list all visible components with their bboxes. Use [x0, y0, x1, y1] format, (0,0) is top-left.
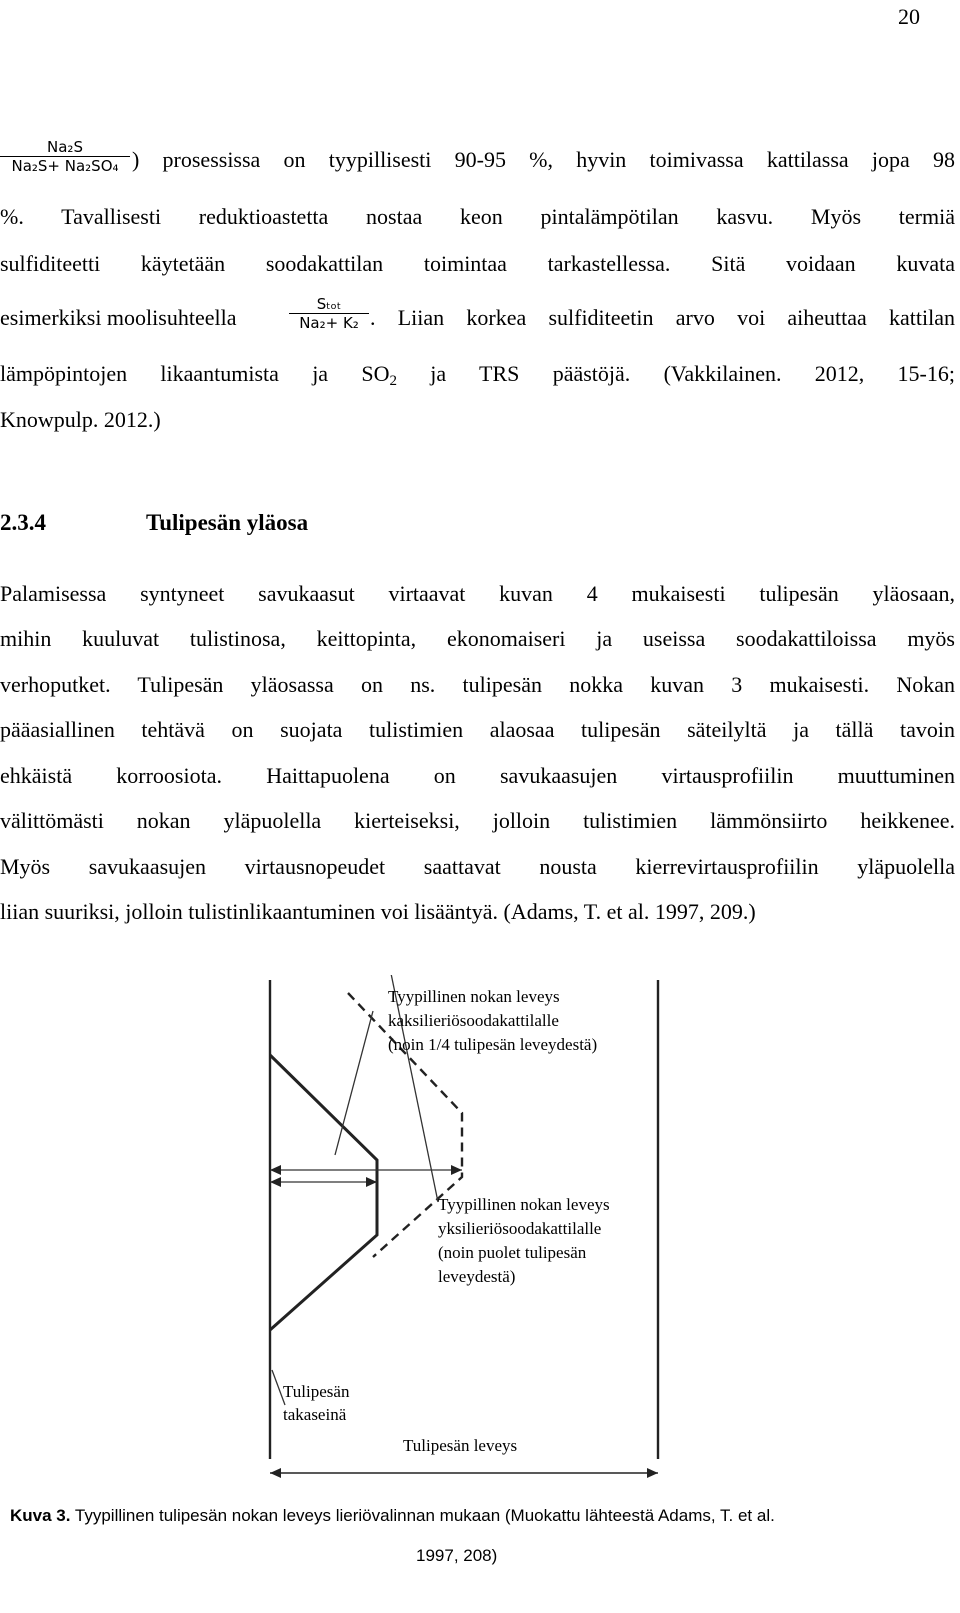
arrowhead [270, 1177, 281, 1187]
section-title: Tulipesän yläosa [146, 510, 309, 535]
paragraph-line: välittömästi nokan yläpuolella kierteiseksi, jolloin tulistimien lämmönsiirto heikkenee. [0, 808, 955, 833]
fraction-numerator: Na₂S [47, 138, 83, 156]
text-line-6: Knowpulp. 2012.) [0, 407, 161, 432]
furnace-nose-diagram [0, 975, 960, 1485]
fraction-numerator: Sₜₒₜ [316, 295, 342, 313]
text-line-5-b: ja TRS päästöjä. (Vakkilainen. 2012, 15-16; [397, 361, 955, 386]
subscript-2: 2 [389, 373, 397, 389]
text-line-5-a: lämpöpintojen likaantumista ja SO [0, 361, 390, 386]
figure-caption-line-2: 1997, 208) [416, 1546, 498, 1565]
paragraph-line: pääasiallinen tehtävä on suojata tulistimien alaosaa tulipesän säteilyltä ja tällä tavoin [0, 717, 955, 742]
label-mid-4: leveydestä) [438, 1267, 516, 1286]
leader-line-top [335, 1011, 373, 1155]
section-number: 2.3.4 [0, 510, 46, 535]
fraction-denominator: Na₂+ K₂ [299, 314, 359, 332]
paragraph-line: Palamisessa syntyneet savukaasut virtaavat kuvan 4 mukaisesti tulipesän yläosaan, [0, 581, 955, 606]
text-line-4-rest: . Liian korkea sulfiditeetin arvo voi aiheuttaa kattilan [370, 305, 955, 330]
label-top-3: (noin 1/4 tulipesän leveydestä) [388, 1035, 598, 1054]
fraction-sulfidity [289, 295, 369, 332]
fraction-denominator: Na₂S+ Na₂SO₄ [11, 157, 119, 175]
nose-outline-dashed [348, 993, 462, 1257]
text-line-1: ) prosessissa on tyypillisesti 90-95 %, hyvin toimivassa kattilassa jopa 98 [132, 147, 955, 172]
arrowhead [647, 1468, 658, 1478]
fraction-reduction-ratio [0, 138, 130, 175]
text-line-5 [0, 361, 955, 390]
text-line-3: sulfiditeetti käytetään soodakattilan toimintaa tarkastellessa. Sitä voidaan kuvata [0, 251, 955, 276]
label-mid-2: yksilieriösoodakattilalle [438, 1219, 602, 1238]
arrowhead [270, 1165, 281, 1175]
caption-label: Kuva 3. [10, 1506, 71, 1525]
label-top-1: Tyypillinen nokan leveys [388, 987, 560, 1006]
label-mid-3: (noin puolet tulipesän [438, 1243, 587, 1262]
arrowhead [451, 1165, 462, 1175]
label-width: Tulipesän leveys [403, 1436, 518, 1455]
nose-outline [270, 1055, 377, 1330]
label-back-2: takaseinä [283, 1405, 347, 1424]
paragraph-line: mihin kuuluvat tulistinosa, keittopinta, ekonomaiseri ja useissa soodakattiloissa myös [0, 626, 955, 651]
label-back-1: Tulipesän [283, 1382, 350, 1401]
page-number: 20 [898, 4, 920, 29]
paragraph-line: liian suuriksi, jolloin tulistinlikaantuminen voi lisääntyä. (Adams, T. et al. 1997, 209.) [0, 899, 756, 924]
arrowhead [366, 1177, 377, 1187]
arrowhead [270, 1468, 281, 1478]
text-line-4-start: esimerkiksi moolisuhteella [0, 305, 237, 330]
paragraph-line: Myös savukaasujen virtausnopeudet saattavat nousta kierrevirtausprofiilin yläpuolella [0, 854, 955, 879]
paragraph-line: ehkäistä korroosiota. Haittapuolena on savukaasujen virtausprofiilin muuttuminen [0, 763, 955, 788]
caption-text: Tyypillinen tulipesän nokan leveys lieriövalinnan mukaan (Muokattu lähteestä Adams, T. et al. [70, 1506, 775, 1525]
paragraph-line: verhoputket. Tulipesän yläosassa on ns. tulipesän nokka kuvan 3 mukaisesti. Nokan [0, 672, 955, 697]
text-line-2: %. Tavallisesti reduktioastetta nostaa keon pintalämpötilan kasvu. Myös termiä [0, 204, 955, 229]
label-top-2: kaksilieriösoodakattilalle [388, 1011, 559, 1030]
label-mid-1: Tyypillinen nokan leveys [438, 1195, 610, 1214]
figure-caption [10, 1506, 775, 1526]
